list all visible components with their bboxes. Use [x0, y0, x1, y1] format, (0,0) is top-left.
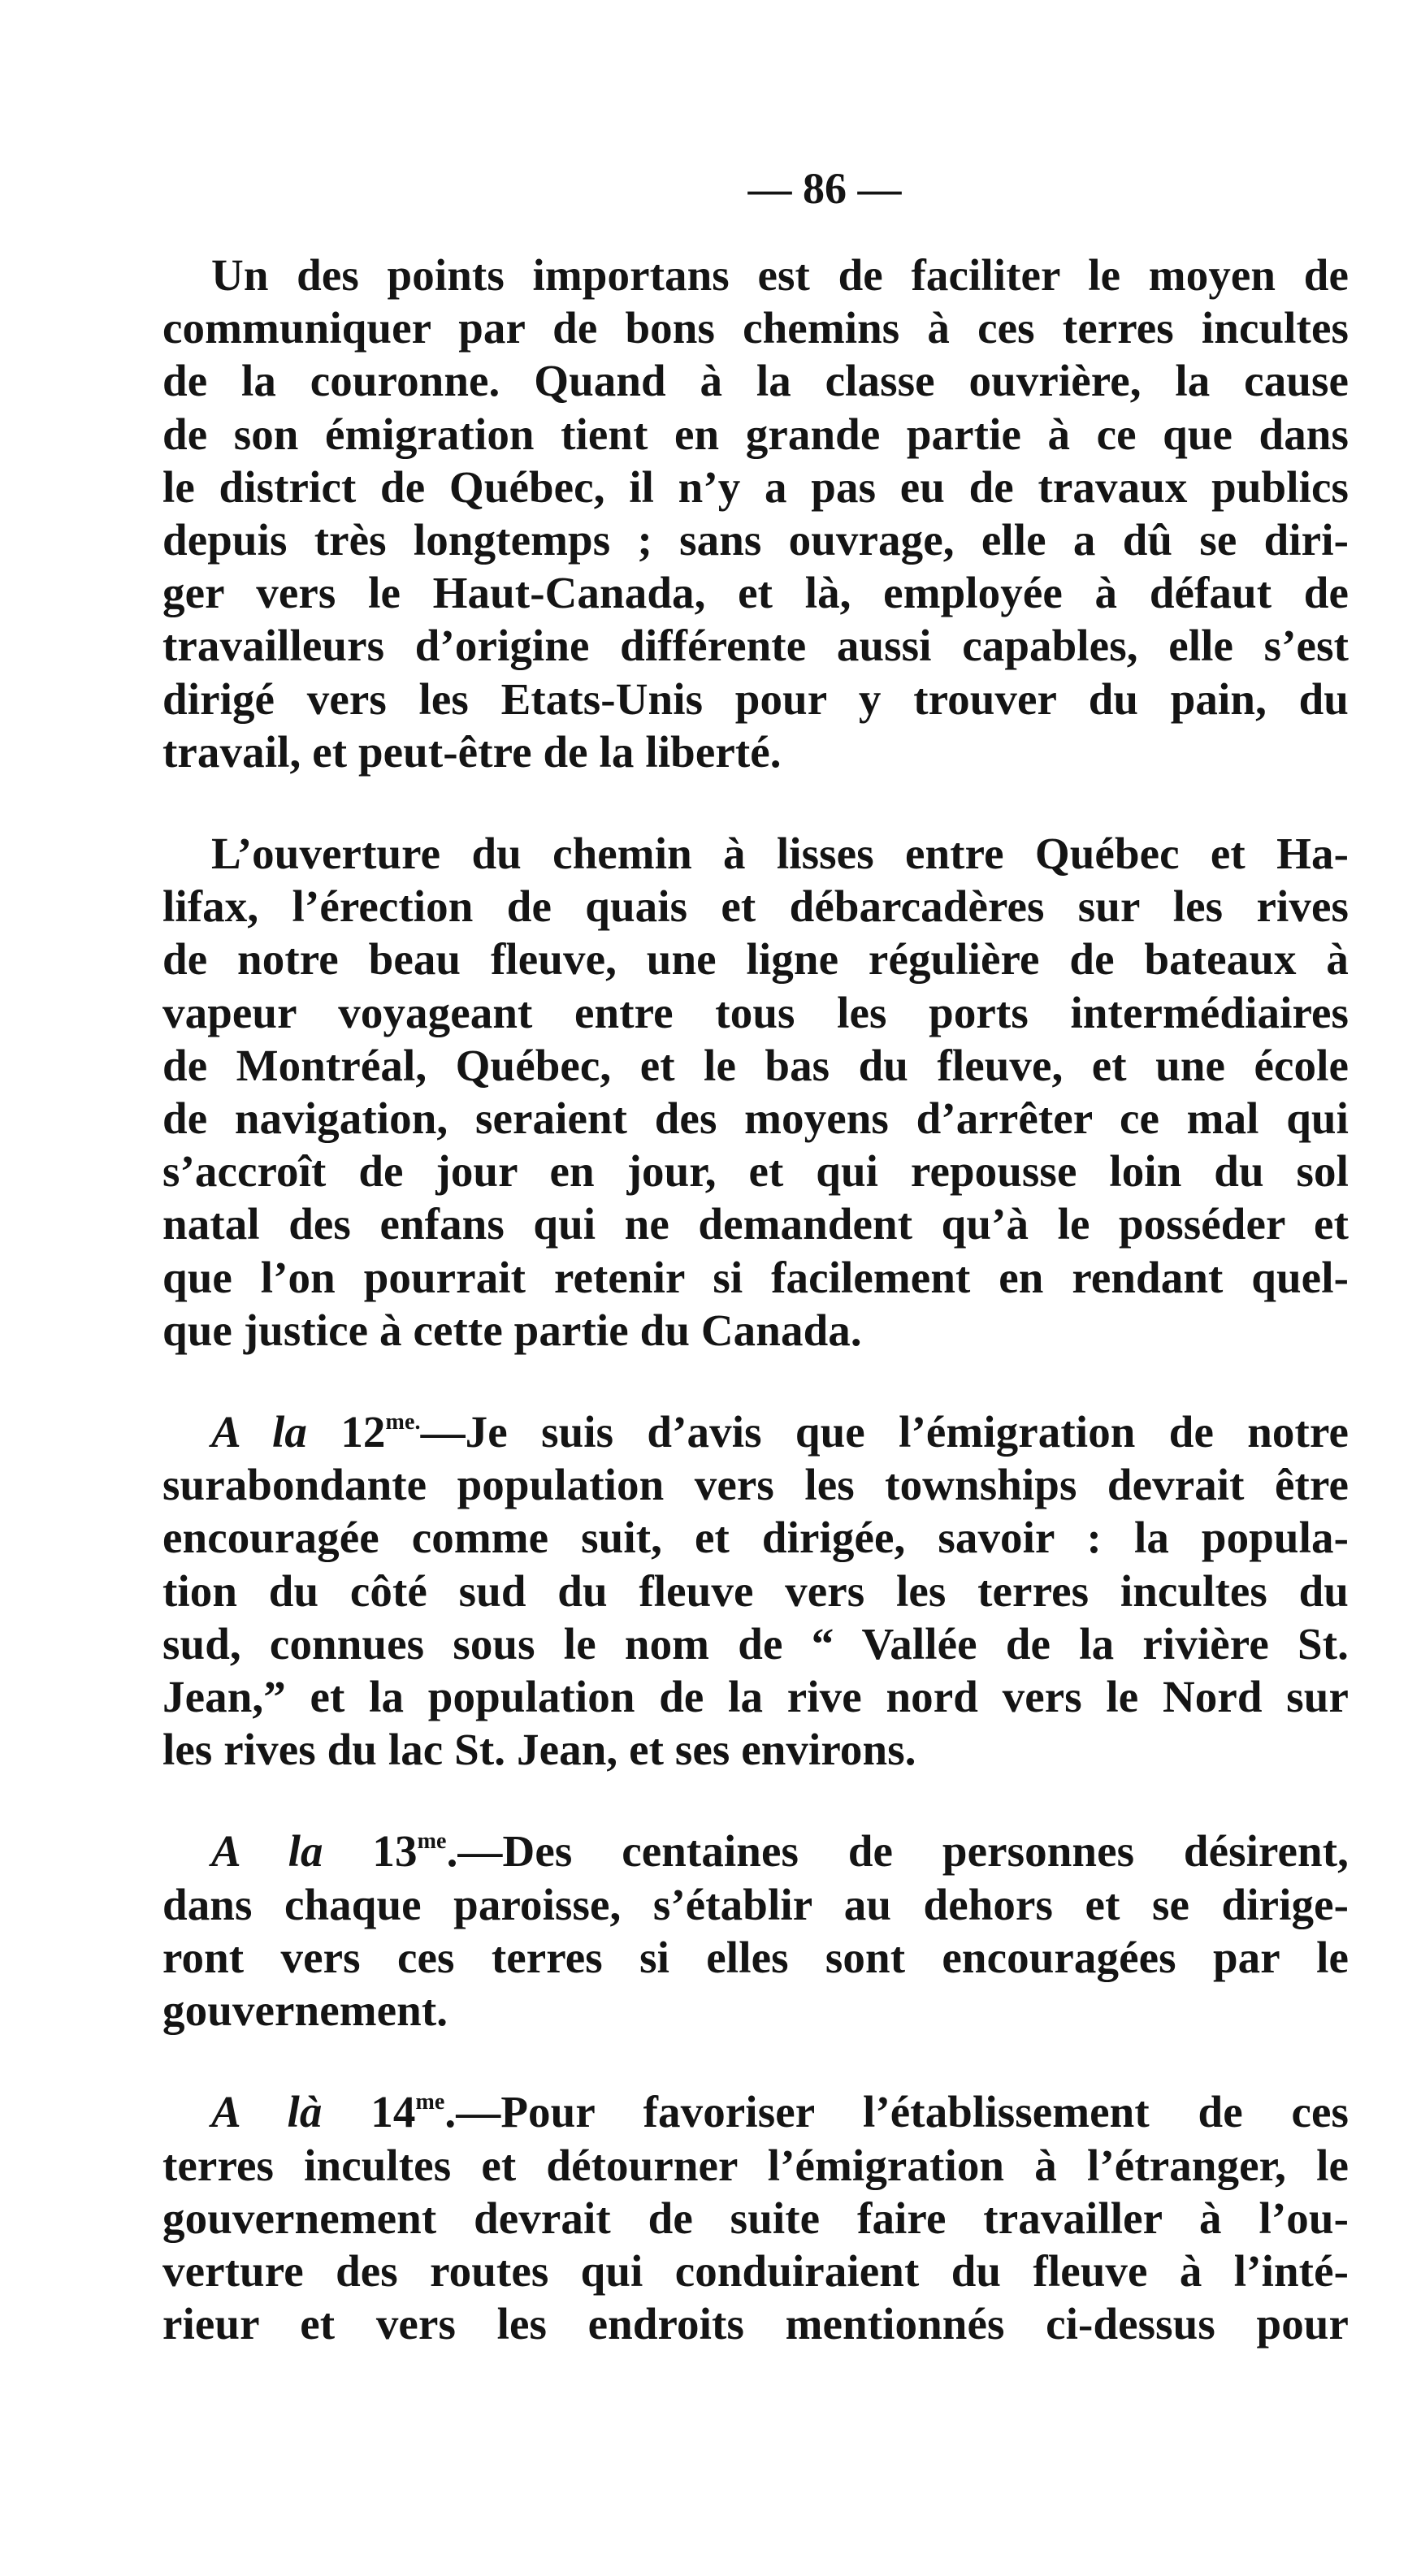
text-line: rieur et vers les endroits mentionnés ci-dessus pour	[162, 2299, 1349, 2349]
paragraph-1	[162, 249, 1349, 778]
text-line: les rives du lac St. Jean, et ses environs.	[162, 1725, 916, 1775]
text-line: que l’on pourrait retenir si facilement en rendant quel-	[162, 1252, 1349, 1302]
text-line	[162, 1405, 1349, 1458]
article-number-suffix: me	[417, 1829, 447, 1855]
text-line: gouvernement.	[162, 1985, 448, 2036]
text-line: travailleurs d’origine différente aussi capables, elle s’est	[162, 621, 1349, 671]
text-line-content: .—Des centaines de personnes désirent,	[446, 1826, 1349, 1877]
book-page	[162, 162, 1349, 2399]
text-line: gouvernement devrait de suite faire travailler à l’ou-	[162, 2193, 1349, 2243]
text-line: vapeur voyageant entre tous les ports intermédiaires	[162, 987, 1349, 1037]
article-number: 13	[372, 1826, 418, 1877]
text-line	[162, 1825, 1349, 1877]
text-line	[162, 2085, 1349, 2138]
article-number: 14	[370, 2087, 416, 2137]
paragraph-2	[162, 827, 1349, 1357]
text-line: ger vers le Haut-Canada, et là, employée à défaut de	[162, 568, 1349, 618]
page-number: — 86 —	[747, 164, 902, 213]
text-line: Un des points importans est de faciliter le moyen de	[211, 250, 1349, 300]
text-line: Jean,” et la population de la rive nord vers le Nord sur	[162, 1672, 1349, 1722]
text-line: verture des routes qui conduiraient du fleuve à l’inté-	[162, 2245, 1349, 2296]
text-line: tion du côté sud du fleuve vers les terres incultes du	[162, 1565, 1349, 1616]
text-line: dans chaque paroisse, s’établir au dehors et se dirige-	[162, 1879, 1349, 1929]
text-line: L’ouverture du chemin à lisses entre Québec et Ha-	[211, 829, 1349, 879]
paragraph-3	[162, 1405, 1349, 1776]
text-line: dirigé vers les Etats-Unis pour y trouver du pain, du	[162, 673, 1349, 724]
paragraph-4	[162, 1825, 1349, 2037]
article-head: A la	[211, 1826, 323, 1877]
text-line-content: .—Pour favoriser l’établissement de ces	[444, 2087, 1349, 2137]
text-line: que justice à cette partie du Canada.	[162, 1305, 862, 1355]
text-line: de Montréal, Québec, et le bas du fleuve, et une école	[162, 1040, 1349, 1090]
text-line: sud, connues sous le nom de “ Vallée de la rivière St.	[162, 1618, 1349, 1669]
text-line: s’accroît de jour en jour, et qui repousse loin du sol	[162, 1146, 1349, 1197]
article-number-suffix: me.	[385, 1409, 421, 1435]
paragraph-5	[162, 2085, 1349, 2350]
article-head: A la	[211, 1407, 308, 1457]
text-line: depuis très longtemps ; sans ouvrage, elle a dû se diri-	[162, 515, 1349, 565]
article-head: A là	[211, 2087, 323, 2137]
text-line: le district de Québec, il n’y a pas eu de travaux publics	[162, 461, 1349, 512]
text-line: ront vers ces terres si elles sont encouragées par le	[162, 1932, 1349, 1982]
text-line: lifax, l’érection de quais et débarcadères sur les rives	[162, 881, 1349, 932]
text-line: surabondante population vers les townships devrait être	[162, 1460, 1349, 1510]
text-line-content: —Je suis d’avis que l’émigration de notre	[420, 1407, 1349, 1457]
article-number-suffix: me	[415, 2089, 445, 2115]
text-line: de son émigration tient en grande partie à ce que dans	[162, 409, 1349, 459]
text-line: de navigation, seraient des moyens d’arrêter ce mal qui	[162, 1093, 1349, 1144]
text-line: encouragée comme suit, et dirigée, savoir : la popula-	[162, 1513, 1349, 1563]
article-number: 12	[340, 1407, 386, 1457]
text-line: terres incultes et détourner l’émigration à l’étranger, le	[162, 2140, 1349, 2190]
text-line: de la couronne. Quand à la classe ouvrière, la cause	[162, 356, 1349, 406]
text-line: travail, et peut-être de la liberté.	[162, 726, 782, 777]
text-line: de notre beau fleuve, une ligne régulière de bateaux à	[162, 934, 1349, 985]
text-line: natal des enfans qui ne demandent qu’à le posséder et	[162, 1199, 1349, 1249]
text-line: communiquer par de bons chemins à ces terres incultes	[162, 303, 1349, 353]
